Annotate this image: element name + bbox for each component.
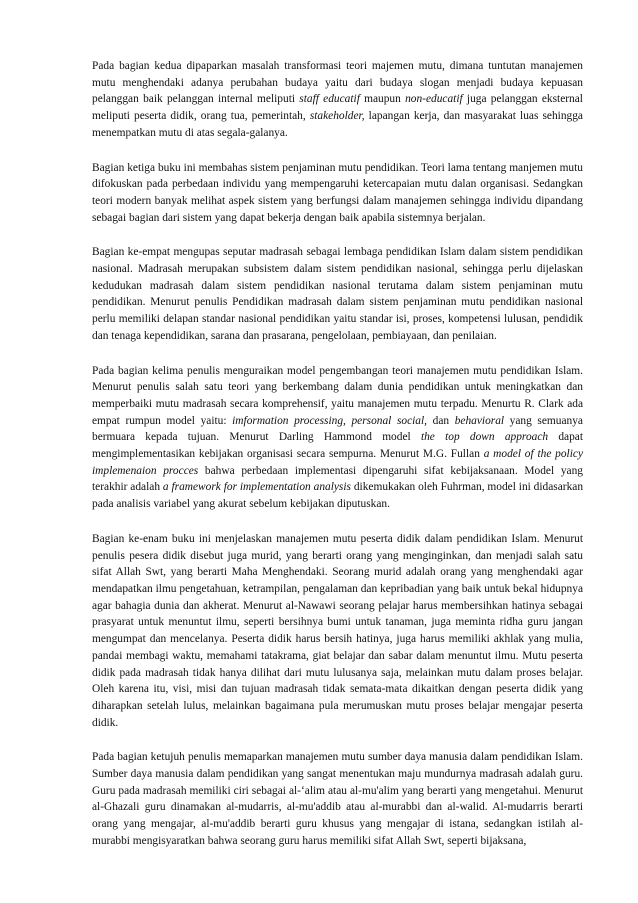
- text-run: maupun: [359, 93, 406, 106]
- paragraph-bagian-keempat: [92, 244, 583, 344]
- paragraph-bagian-ketujuh: [92, 749, 583, 849]
- text-run: yang semuanya bermuara kepada tujuan. Menurut Darling Hammond model: [92, 414, 583, 444]
- paragraph-bagian-keenam: [92, 531, 583, 731]
- paragraph-bagian-kedua: [92, 58, 583, 142]
- text-run: bahwa perbedaan implementasi dipengaruhi sifat kebijaksanaan. Model yang terakhir adalah: [92, 464, 583, 494]
- paragraph-bagian-ketiga: [92, 160, 583, 227]
- text-run: lapangan kerja, dan masyarakat luas sehingga menempatkan mutu di atas segala-galanya.: [92, 110, 583, 139]
- text-run: Pada bagian ketujuh penulis memaparkan manajemen mutu sumber daya manusia dalam pendidikan Islam. Sumber daya manusia dalam pendidikan yang sangat menentukan maju mundurnya madrasah adalah guru. Guru pada madrasah memiliki ciri sebagai al-‘alim atau al-mu'alim yang berarti yang mengetahui. Menurut al-Ghazali guru dinamakan al-mudarris, al-mu'addib atau al-murabbi dan al-walid. Al-mudarris berarti orang yang mengajar, al-mu'addib berarti guru khusus yang mengajar di istana, sedangkan istilah al-murabbi mengisyaratkan bahwa seorang guru harus memiliki sifat Allah Swt, seperti bijaksana,: [92, 751, 583, 847]
- text-run: Bagian ke-empat mengupas seputar madrasah sebagai lembaga pendidikan Islam dalam sistem pendidikan nasional. Madrasah merupakan subsistem dalam sistem pendidikan nasional, sehingga perlu dijelaskan kedudukan madrasah dalam sistem pendidikan nasional terutama dalam sistem penjaminan mutu pendidikan. Menurut penulis Pendidikan madrasah dalam sistem penjaminan mutu pendidikan nasional perlu memiliki delapan standar nasional pendidikan yaitu standar isi, proses, kompetensi lulusan, pendidik dan tenaga kependidikan, sarana dan prasarana, pengelolaan, pembiayaan, dan penilaian.: [92, 246, 583, 342]
- italic-term: staff educatif: [299, 93, 360, 106]
- italic-term: imformation processing, personal social,: [232, 414, 428, 427]
- italic-term: a model of the policy implemenaion procces: [92, 448, 583, 477]
- italic-term: non-educatif: [405, 93, 463, 106]
- italic-term: behavioral: [454, 414, 505, 427]
- italic-term: the top down approach: [420, 431, 549, 444]
- text-run: dapat mengimplementasikan kebijakan organisasi secara sempurna. Menurut M.G. Fullan: [92, 431, 584, 461]
- italic-term: a framework for implementation analysis: [162, 481, 351, 494]
- text-run: Pada bagian kelima penulis menguraikan model pengembangan teori manajemen mutu pendidikan Islam. Menurut penulis salah satu teori yang berkembang dalam dunia pendidikan untuk meningkatkan dan memperbaiki mutu madrasah secara komprehensif, yaitu manajemen mutu terpadu. Menurtu R. Clark ada empat rumpun model yaitu:: [92, 364, 583, 427]
- text-run: Bagian ketiga buku ini membahas sistem penjaminan mutu pendidikan. Teori lama tentang manjemen mutu difokuskan pada perbedaan individu yang mempengaruhi ketercapaian mutu dalan organisasi. Sedangkan teori modern banyak melihat aspek sistem yang berfungsi dalam manajemen sehingga individu dipandang sebagai bagian dari sistem yang dapat bekerja dengan baik apabila sistemnya berjalan.: [92, 161, 583, 224]
- text-run: Pada bagian kedua dipaparkan masalah transformasi teori majemen mutu, dimana tuntutan manajemen mutu menghendaki adanya perubahan budaya yaitu dari budaya slogan menjadi budaya kepuasan pelanggan baik pelanggan internal meliputi: [92, 60, 583, 106]
- text-run: juga pelanggan eksternal meliputi peserta didik, orang tua, pemerintah,: [92, 93, 583, 123]
- text-run: Bagian ke-enam buku ini menjelaskan manajemen mutu peserta didik dalam pendidikan Islam. Menurut penulis pesera didik disebut juga murid, yang berarti orang yang menginginkan, dan menjadi salah satu sifat Allah Swt, yang berarti Maha Menghendaki. Seorang murid adalah orang yang menghendaki agar mendapatkan ilmu pengetahuan, ketrampilan, pengalaman dan kepribadian yang baik untuk bekal hidupnya agar bahagia dunia dan akherat. Menurut al-Nawawi seorang pelajar harus membersihkan hatinya sebagai prasyarat untuk menuntut ilmu, seperti bersihnya bumi untuk tanaman, juga meminta ridha guru jangan mengumpat dan mencelanya. Peserta didik harus bersih hatinya, juga harus memiliki akhlak yang mulia, pandai membagi waktu, memahami tatakrama, giat belajar dan sabar dalam menuntut ilmu. Mutu peserta didik pada madrasah tidak hanya dilihat dari mutu lulusanya saja, melainkan mutu dalam proses belajar. Oleh karena itu, visi, misi dan tujuan madrasah tidak semata-mata dikaitkan dengan peserta didik yang diharapkan setelah lulus, melainkan bagaimana pula merumuskan mutu proses belajar mengajar peserta didik.: [92, 532, 583, 729]
- italic-term: stakeholder,: [309, 110, 365, 123]
- text-run: dan: [427, 414, 455, 427]
- text-run: dikemukakan oleh Fuhrman, model ini didasarkan pada analisis variabel yang akurat sebelum kebijakan diputuskan.: [92, 481, 584, 511]
- paragraph-bagian-kelima: [92, 363, 583, 513]
